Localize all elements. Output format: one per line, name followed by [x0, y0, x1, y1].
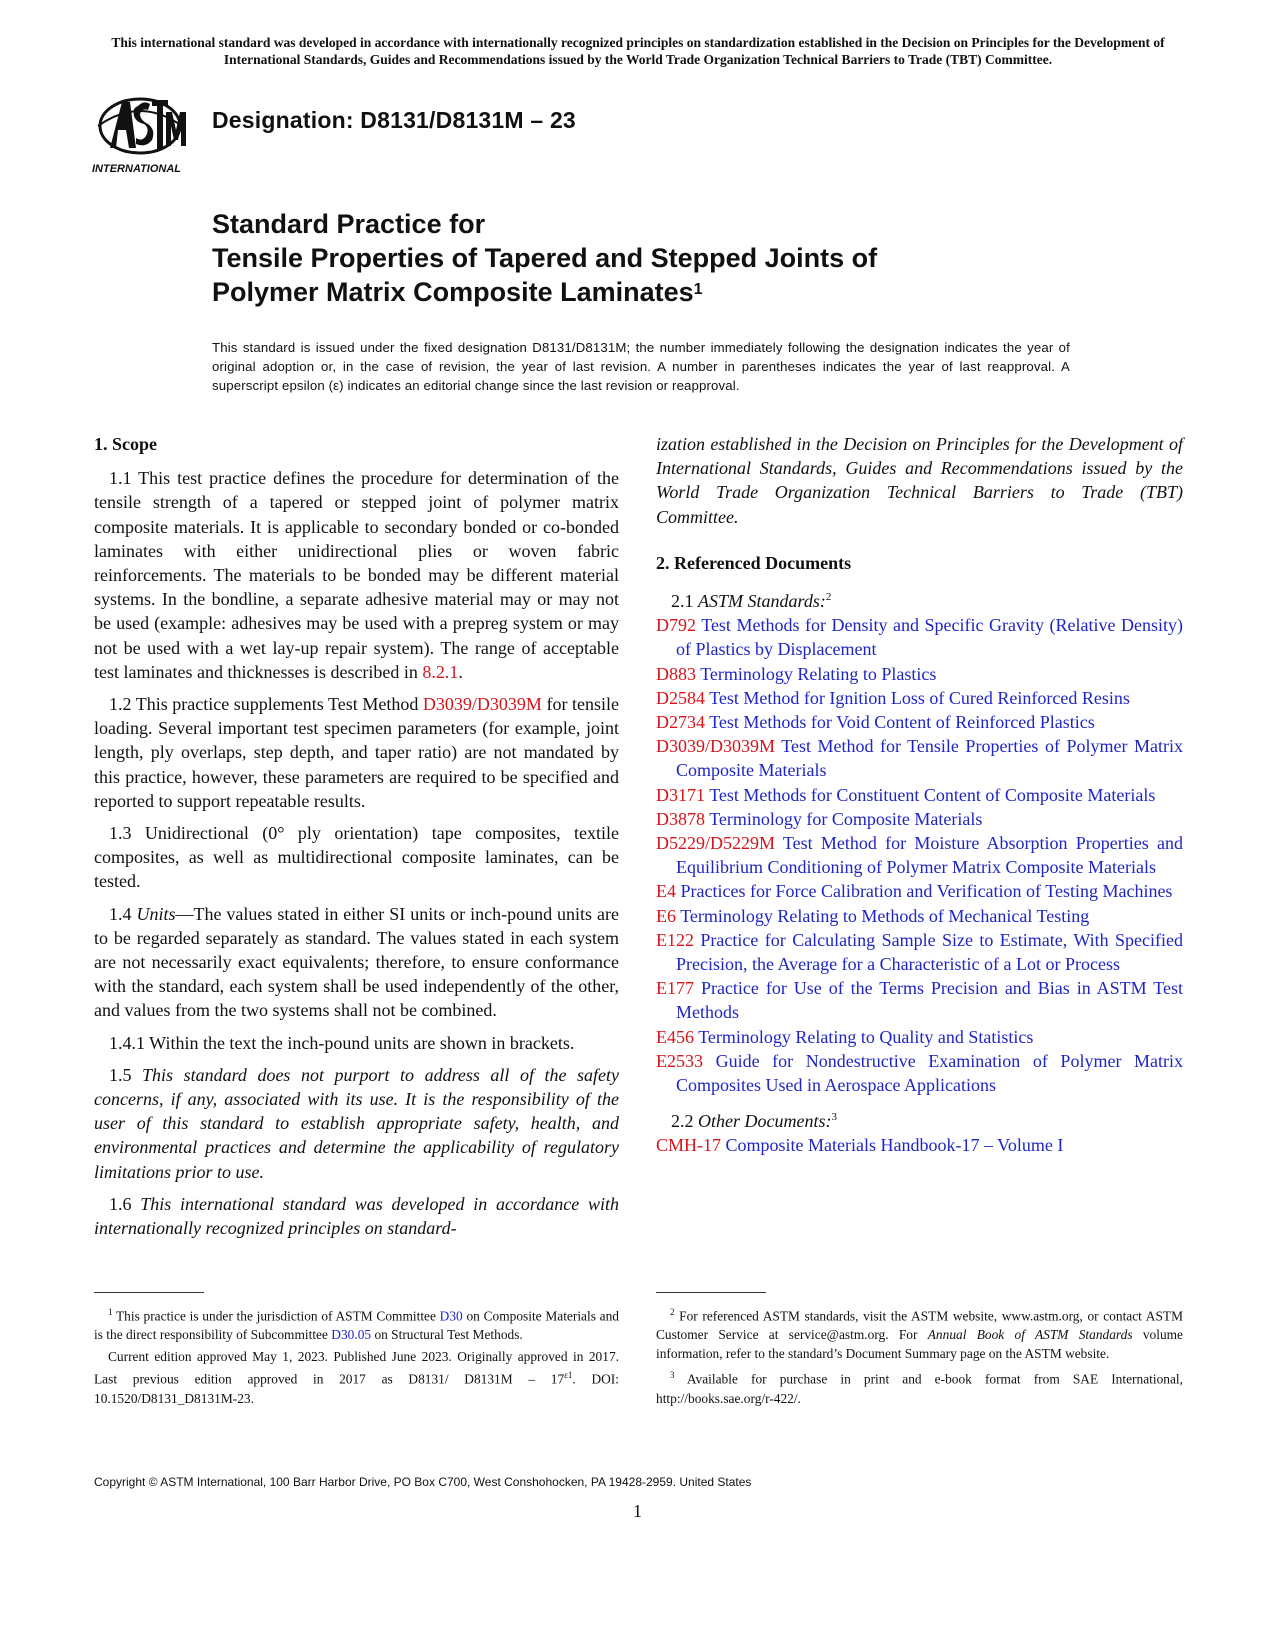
designation: Designation: D8131/D8131M – 23	[212, 107, 576, 133]
link-d3039[interactable]: D3039/D3039M	[422, 694, 542, 715]
reference-item	[656, 807, 1183, 831]
paragraph-1-4: 1.4 Units—The values stated in either SI units or inch-pound units are to be regarded separately as standard. The values stated in each system are not necessarily exact equivalents; therefore, to ensure conformance with the standard, each system shall be used independently of the other, and values from the two systems shall not be combined.	[94, 903, 620, 1021]
reference-item	[656, 710, 1183, 734]
reference-title-link[interactable]: Terminology Relating to Plastics	[700, 663, 937, 684]
other-reference-list	[656, 1133, 1183, 1157]
copyright: Copyright © ASTM International, 100 Barr Harbor Drive, PO Box C700, West Conshohocken, PA 19428-2959. United States	[94, 1475, 752, 1489]
subsection-astm-standards: 2.1 ASTM Standards:$^2$	[671, 591, 832, 612]
link-8-2-1[interactable]: 8.2.1	[422, 661, 459, 682]
left-column	[94, 432, 619, 1248]
reference-title-link[interactable]: Terminology for Composite Materials	[709, 808, 983, 829]
paragraph-1-6-continued: ization established in the Decision on Principles for the Development of International Standards, Guides and Recommendations issued by the World Trade Organization Technical Barriers to Trade (TBT) Committee.	[656, 434, 1183, 527]
reference-code-link[interactable]: E4	[656, 881, 676, 902]
reference-item	[656, 686, 1183, 710]
reference-code-link[interactable]: D2734	[656, 712, 705, 733]
astm-reference-list	[656, 613, 1183, 1097]
reference-title-link[interactable]: Test Methods for Void Content of Reinforced Plastics	[709, 712, 1095, 733]
link-d30-05[interactable]: D30.05	[331, 1327, 372, 1343]
section-heading-referenced-documents: 2. Referenced Documents	[656, 552, 852, 573]
document-title	[212, 207, 1112, 309]
reference-item	[656, 734, 1183, 782]
reference-code-link[interactable]: E6	[656, 905, 676, 926]
reference-title-link[interactable]: Practices for Force Calibration and Verification of Testing Machines	[680, 881, 1173, 902]
reference-code-link[interactable]: D2584	[656, 687, 705, 708]
reference-code-link[interactable]: D3039/D3039M	[656, 736, 776, 757]
svg-text:INTERNATIONAL: INTERNATIONAL	[92, 163, 182, 175]
reference-title-link[interactable]: Composite Materials Handbook-17 – Volume I	[725, 1135, 1064, 1156]
title-line-3: Polymer Matrix Composite Laminates$^1$	[212, 277, 703, 307]
paragraph-1-5: 1.5 This standard does not purport to address all of the safety concerns, if any, associated with its use. It is the responsibility of the user of this standard to establish appropriate safety, health, and environmental practices and determine the applicability of regulatory limitations prior to use.	[94, 1064, 619, 1182]
reference-code-link[interactable]: D883	[656, 663, 696, 684]
reference-item	[656, 928, 1183, 976]
paragraph-1-6: 1.6 This international standard was developed in accordance with internationally recognized principles on standard-	[94, 1193, 619, 1239]
reference-title-link[interactable]: Test Methods for Density and Specific Gravity (Relative Density) of Plastics by Displacement	[676, 615, 1183, 660]
reference-code-link[interactable]: D3878	[656, 808, 705, 829]
reference-item	[656, 879, 1183, 903]
reference-code-link[interactable]: CMH-17	[656, 1135, 722, 1156]
footnote-1: $^1$ This practice is under the jurisdiction of ASTM Committee D30 on Composite Materials and is the direct responsibility of Subcommittee D30.05 on Structural Test Methods.	[94, 1307, 619, 1343]
paragraph-1-4-1: 1.4.1 Within the text the inch-pound units are shown in brackets.	[109, 1032, 575, 1053]
footnote-1-edition: Current edition approved May 1, 2023. Published June 2023. Originally approved in 2017. Last previous edition approved in 2017 as D8131/ $D8131M - 17^{\varepsilon 1}$. DOI: 10.1520/D8131_D8131M-23.	[94, 1349, 619, 1406]
reference-item	[656, 976, 1183, 1024]
footnote-divider	[94, 1292, 204, 1293]
page-number: 1	[633, 1501, 642, 1521]
reference-title-link[interactable]: Test Method for Moisture Absorption Properties and Equilibrium Conditioning of Polymer Matrix Composite Materials	[676, 833, 1183, 878]
title-footnote-mark[interactable]: 1	[693, 281, 703, 298]
footnote-3: $^3$ Available for purchase in print and e-book format from SAE International, http://books.sae.org/r-422/.	[656, 1370, 1183, 1406]
reference-title-link[interactable]: Test Methods for Constituent Content of Composite Materials	[709, 784, 1156, 805]
reference-item	[656, 1049, 1183, 1097]
reference-title-link[interactable]: Test Method for Tensile Properties of Polymer Matrix Composite Materials	[676, 736, 1183, 781]
reference-title-link[interactable]: Terminology Relating to Quality and Statistics	[698, 1026, 1034, 1047]
reference-code-link[interactable]: D3171	[656, 784, 705, 805]
reference-code-link[interactable]: D5229/D5229M	[656, 833, 776, 854]
reference-item	[656, 662, 1183, 686]
title-line-1: Standard Practice for	[212, 209, 486, 239]
paragraph-1-1: 1.1 This test practice defines the procedure for determination of the tensile strength of a tapered or stepped joint of polymer matrix composite materials. It is applicable to secondary bonded or co-bonded laminates with either unidirectional plies or woven fabric reinforcements. The materials to be bonded may be different material systems. In the bondline, a separate adhesive material may or may not be used (example: adhesives may be used with a prepreg system or may not be used with a wet lay-up repair system). The range of acceptable test laminates and thicknesses is described in 8.2.1.	[94, 468, 619, 682]
footnote-2: $^2$ For referenced ASTM standards, visit the ASTM website, www.astm.org, or contact ASTM Customer Service at service@astm.org. For Annual Book of ASTM Standards volume information, refer to the standard’s Document Summary page on the ASTM website.	[656, 1307, 1183, 1362]
title-line-2: Tensile Properties of Tapered and Stepped Joints of	[212, 243, 878, 273]
reference-code-link[interactable]: E2533	[656, 1050, 703, 1071]
reference-item	[656, 1025, 1183, 1049]
astm-international-logo-icon	[92, 90, 192, 176]
right-column	[656, 432, 1183, 1166]
reference-code-link[interactable]: D792	[656, 615, 696, 636]
reference-code-link[interactable]: E122	[656, 929, 694, 950]
link-d30[interactable]: D30	[439, 1308, 463, 1324]
reference-item	[656, 904, 1183, 928]
section-heading-scope: 1. Scope	[94, 434, 157, 454]
footnote-divider	[656, 1292, 766, 1293]
reference-title-link[interactable]: Terminology Relating to Methods of Mechanical Testing	[680, 905, 1090, 926]
reference-title-link[interactable]: Guide for Nondestructive Examination of Polymer Matrix Composites Used in Aerospace Applications	[676, 1050, 1184, 1096]
paragraph-1-2: 1.2 This practice supplements Test Method D3039/D3039M for tensile loading. Several important test specimen parameters (for example, joint length, ply overlaps, step depth, and taper ratio) are not mandated by this practice, however, these parameters are required to be specified and reported to support repeatable results.	[94, 694, 619, 811]
top-notice: This international standard was developed in accordance with internationally recognized principles on standardization established in the Decision on Principles for the Development of International Standards, Guides and Recommendations issued by the World Trade Organization Technical Barriers to Trade (TBT) Committee.	[111, 35, 1165, 67]
subsection-other-documents: 2.2 Other Documents:$^3$	[671, 1111, 837, 1132]
footnotes-left	[94, 1292, 619, 1411]
paragraph-1-3: 1.3 Unidirectional (0° ply orientation) tape composites, textile composites, as well as multidirectional composite laminates, can be tested.	[94, 823, 619, 892]
reference-item	[656, 613, 1183, 661]
reference-item	[656, 783, 1183, 807]
reference-title-link[interactable]: Practice for Calculating Sample Size to Estimate, With Specified Precision, the Average for a Characteristic of a Lot or Process	[676, 929, 1184, 975]
issue-note: This standard is issued under the fixed designation D8131/D8131M; the number immediately following the designation indicates the year of original adoption or, in the case of revision, the year of last revision. A number in parentheses indicates the year of last reapproval. A superscript epsilon (ε) indicates an editorial change since the last revision or reapproval.	[212, 340, 1070, 393]
reference-title-link[interactable]: Practice for Use of the Terms Precision and Bias in ASTM Test Methods	[676, 978, 1183, 1023]
reference-item	[656, 831, 1183, 879]
footnote-mark-3[interactable]: 3	[831, 1111, 837, 1124]
footnotes-right	[656, 1292, 1183, 1411]
reference-code-link[interactable]: E456	[656, 1026, 694, 1047]
reference-item	[656, 1133, 1183, 1157]
reference-title-link[interactable]: Test Method for Ignition Loss of Cured Reinforced Resins	[709, 687, 1130, 708]
footnote-mark-2[interactable]: 2	[825, 591, 832, 604]
reference-code-link[interactable]: E177	[656, 978, 694, 999]
